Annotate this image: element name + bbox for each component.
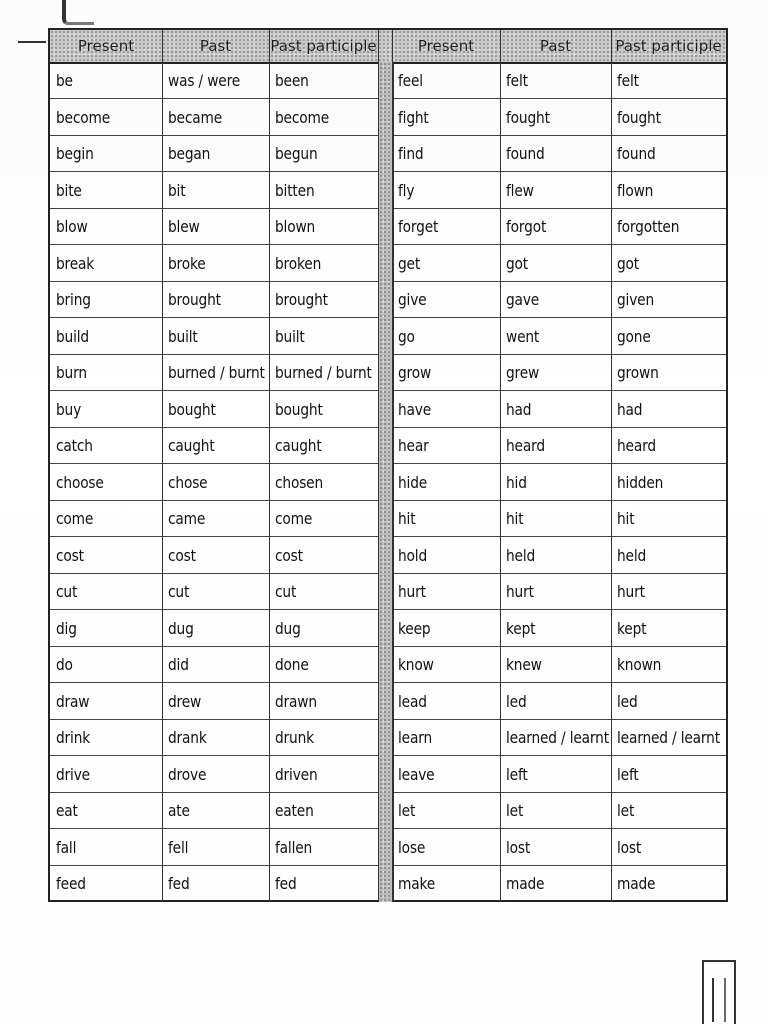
cell-past: had bbox=[506, 399, 532, 419]
cell-present: draw bbox=[56, 691, 90, 711]
cell-present: drink bbox=[56, 728, 91, 747]
cell-past: learned / learnt bbox=[506, 728, 609, 747]
cell-present: become bbox=[56, 107, 111, 127]
cell-past-participle: dug bbox=[275, 618, 301, 638]
cell-past-participle: drunk bbox=[275, 728, 314, 747]
cell-past-participle: given bbox=[617, 290, 655, 309]
cell-present: lead bbox=[398, 691, 427, 711]
cell-present: eat bbox=[56, 801, 78, 820]
cell-past: drew bbox=[168, 691, 202, 711]
cell-past: got bbox=[506, 253, 529, 273]
cell-past-participle: gone bbox=[617, 326, 651, 346]
cell-past: blew bbox=[168, 217, 200, 236]
cell-past-participle: caught bbox=[275, 436, 322, 455]
cell-past-participle: burned / burnt bbox=[275, 363, 372, 382]
cell-past: gave bbox=[506, 290, 540, 309]
cell-past-participle: let bbox=[617, 801, 635, 820]
cell-present: drive bbox=[56, 764, 90, 784]
cell-past: flew bbox=[506, 180, 534, 200]
cell-past: did bbox=[168, 655, 189, 674]
cell-past-participle: left bbox=[617, 764, 639, 784]
cell-past-participle: become bbox=[275, 107, 330, 127]
table-header-row bbox=[50, 30, 726, 64]
margin-dash-mark bbox=[18, 41, 46, 43]
cell-past: dug bbox=[168, 618, 194, 638]
cell-present: know bbox=[398, 655, 434, 674]
cell-past-participle: done bbox=[275, 655, 309, 674]
cell-past: fell bbox=[168, 837, 189, 857]
cell-present: go bbox=[398, 326, 415, 346]
cell-past-participle: chosen bbox=[275, 472, 324, 492]
cell-past: bit bbox=[168, 180, 186, 200]
cell-past: hid bbox=[506, 472, 527, 492]
cell-past: found bbox=[506, 144, 545, 163]
cell-past-participle: grown bbox=[617, 363, 659, 382]
cell-past-participle: bought bbox=[275, 399, 323, 419]
cell-present: fall bbox=[56, 837, 77, 857]
cell-present: cut bbox=[56, 582, 78, 601]
cell-past: drank bbox=[168, 728, 207, 747]
column-divider-line bbox=[611, 30, 612, 902]
cell-present: grow bbox=[398, 363, 432, 382]
column-divider-line bbox=[378, 30, 379, 902]
cell-present: hear bbox=[398, 436, 429, 455]
cell-past-participle: got bbox=[617, 253, 640, 273]
cell-past: left bbox=[506, 764, 528, 784]
cell-past-participle: fed bbox=[275, 874, 297, 893]
cell-present: leave bbox=[398, 764, 435, 784]
cell-past-participle: hit bbox=[617, 509, 635, 528]
cell-past: broke bbox=[168, 253, 206, 273]
cell-past-participle: kept bbox=[617, 618, 647, 638]
header-past-participle-right: Past participle bbox=[615, 37, 722, 55]
cell-present: bite bbox=[56, 180, 82, 200]
cell-past: became bbox=[168, 107, 223, 127]
cell-present: buy bbox=[56, 399, 82, 419]
cell-past-participle: built bbox=[275, 326, 305, 346]
cell-past: forgot bbox=[506, 217, 547, 236]
cell-past: bought bbox=[168, 399, 216, 419]
header-past-left: Past bbox=[199, 37, 232, 55]
page-corner-inner-mark bbox=[712, 978, 726, 1022]
cell-present: feed bbox=[56, 874, 86, 893]
cell-present: get bbox=[398, 253, 421, 273]
header-present-left: Present bbox=[77, 37, 135, 55]
cell-past: chose bbox=[168, 472, 208, 492]
cell-present: hurt bbox=[398, 582, 426, 601]
cell-past-participle: flown bbox=[617, 180, 654, 200]
cell-past: caught bbox=[168, 436, 215, 455]
cell-past-participle: learned / learnt bbox=[617, 728, 720, 747]
cell-present: bring bbox=[56, 290, 91, 309]
cell-present: hide bbox=[398, 472, 428, 492]
cell-past: burned / burnt bbox=[168, 363, 265, 382]
cell-past: fought bbox=[506, 107, 550, 127]
header-past-participle-left: Past participle bbox=[270, 37, 377, 55]
cell-past: let bbox=[506, 801, 524, 820]
cell-past-participle: bitten bbox=[275, 180, 315, 200]
cell-past: drove bbox=[168, 764, 207, 784]
page-corner-mark bbox=[62, 0, 94, 25]
cell-present: forget bbox=[398, 217, 439, 236]
cell-past-participle: eaten bbox=[275, 801, 314, 820]
page-corner-box bbox=[702, 960, 736, 1024]
cell-past-participle: hidden bbox=[617, 472, 664, 492]
cell-present: learn bbox=[398, 728, 433, 747]
cell-present: feel bbox=[398, 71, 423, 90]
cell-past: made bbox=[506, 874, 545, 893]
cell-past: brought bbox=[168, 290, 221, 309]
cell-past-participle: hurt bbox=[617, 582, 645, 601]
cell-past-participle: blown bbox=[275, 217, 316, 236]
cell-past-participle: fallen bbox=[275, 837, 313, 857]
cell-past-participle: lost bbox=[617, 837, 642, 857]
cell-present: catch bbox=[56, 436, 93, 455]
cell-past: held bbox=[506, 545, 536, 565]
cell-past-participle: begun bbox=[275, 144, 318, 163]
cell-past: knew bbox=[506, 655, 542, 674]
cell-present: keep bbox=[398, 618, 431, 638]
cell-past-participle: found bbox=[617, 144, 656, 163]
cell-past: came bbox=[168, 509, 206, 528]
cell-past: hit bbox=[506, 509, 524, 528]
cell-past-participle: forgotten bbox=[617, 217, 680, 236]
cell-present: break bbox=[56, 253, 95, 273]
cell-past: built bbox=[168, 326, 198, 346]
cell-present: lose bbox=[398, 837, 426, 857]
cell-past: heard bbox=[506, 436, 545, 455]
cell-past: began bbox=[168, 144, 211, 163]
cell-present: make bbox=[398, 874, 436, 893]
cell-present: hit bbox=[398, 509, 416, 528]
cell-past: cost bbox=[168, 545, 196, 565]
cell-present: give bbox=[398, 290, 427, 309]
cell-past-participle: broken bbox=[275, 253, 322, 273]
cell-past: kept bbox=[506, 618, 536, 638]
cell-past: was / were bbox=[168, 71, 241, 90]
cell-present: burn bbox=[56, 363, 87, 382]
cell-past-participle: led bbox=[617, 691, 638, 711]
cell-present: come bbox=[56, 509, 94, 528]
cell-present: fight bbox=[398, 107, 429, 127]
cell-present: blow bbox=[56, 217, 88, 236]
cell-past: grew bbox=[506, 363, 540, 382]
cell-past: cut bbox=[168, 582, 190, 601]
cell-past-participle: had bbox=[617, 399, 643, 419]
cell-past-participle: made bbox=[617, 874, 656, 893]
cell-present: fly bbox=[398, 180, 415, 200]
column-divider-line bbox=[269, 30, 270, 902]
column-divider-line bbox=[162, 30, 163, 902]
cell-past: hurt bbox=[506, 582, 534, 601]
cell-past-participle: heard bbox=[617, 436, 656, 455]
cell-past: felt bbox=[506, 71, 528, 90]
cell-past-participle: been bbox=[275, 71, 309, 90]
cell-past-participle: held bbox=[617, 545, 647, 565]
cell-present: let bbox=[398, 801, 416, 820]
cell-present: choose bbox=[56, 472, 104, 492]
cell-past-participle: come bbox=[275, 509, 313, 528]
cell-present: find bbox=[398, 144, 424, 163]
cell-past-participle: felt bbox=[617, 71, 639, 90]
header-past-right: Past bbox=[539, 37, 572, 55]
cell-past-participle: driven bbox=[275, 764, 318, 784]
cell-present: build bbox=[56, 326, 89, 346]
cell-present: hold bbox=[398, 545, 428, 565]
cell-present: have bbox=[398, 399, 432, 419]
cell-past-participle: drawn bbox=[275, 691, 317, 711]
cell-past: went bbox=[506, 326, 540, 346]
cell-past-participle: fought bbox=[617, 107, 661, 127]
cell-present: do bbox=[56, 655, 73, 674]
cell-past: led bbox=[506, 691, 527, 711]
cell-past-participle: brought bbox=[275, 290, 328, 309]
cell-present: dig bbox=[56, 618, 77, 638]
irregular-verbs-table bbox=[48, 28, 728, 902]
cell-present: begin bbox=[56, 144, 94, 163]
cell-present: be bbox=[56, 71, 73, 90]
column-divider-line bbox=[500, 30, 501, 902]
column-divider-line bbox=[392, 30, 393, 902]
cell-past-participle: cost bbox=[275, 545, 303, 565]
cell-past: lost bbox=[506, 837, 531, 857]
header-present-right: Present bbox=[417, 37, 475, 55]
cell-past-participle: cut bbox=[275, 582, 297, 601]
cell-past: fed bbox=[168, 874, 190, 893]
cell-past: ate bbox=[168, 801, 190, 820]
cell-present: cost bbox=[56, 545, 84, 565]
cell-past-participle: known bbox=[617, 655, 662, 674]
